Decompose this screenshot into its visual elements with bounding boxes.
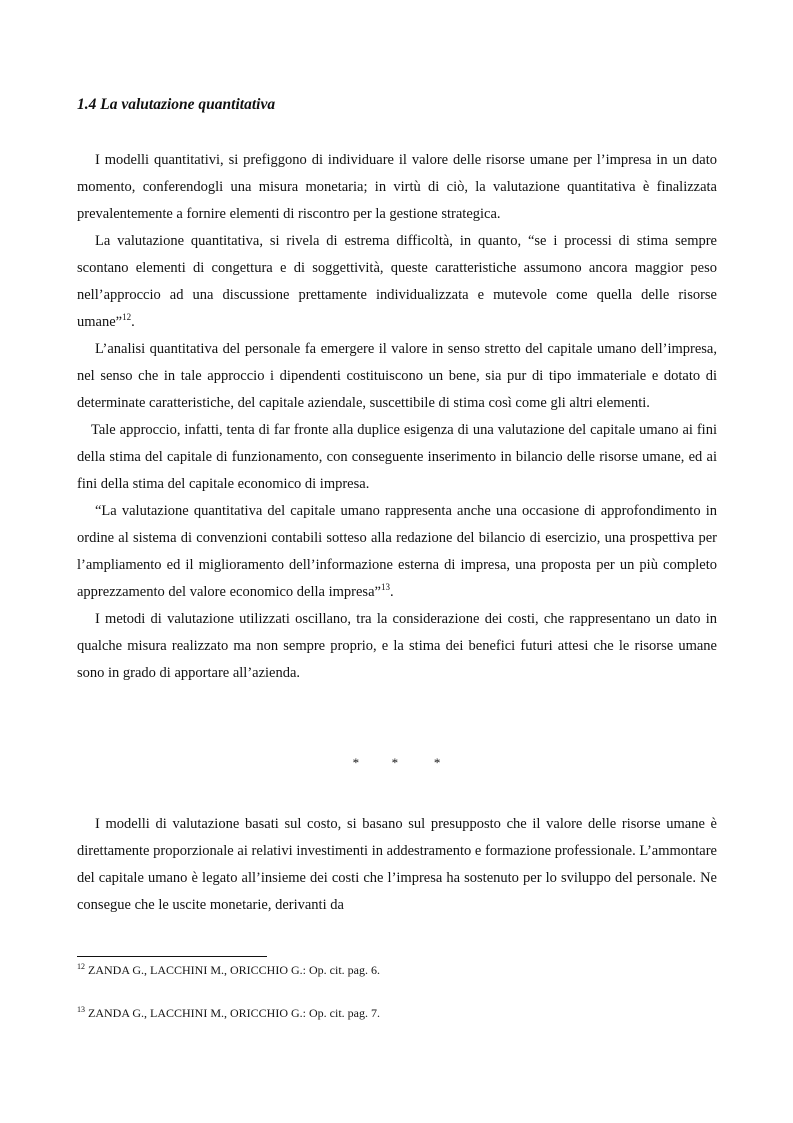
footnote-divider: [77, 956, 267, 957]
footnote-12-number: 12: [77, 962, 85, 971]
footnote-ref-12[interactable]: 12: [122, 312, 132, 322]
footnote-13: [77, 1006, 380, 1021]
section-separator: * * *: [352, 755, 441, 770]
paragraph-5-tail: .: [389, 584, 394, 600]
paragraph-2-text: La valutazione quantitativa, si rivela di estrema difficoltà, in quanto, “se i processi di stima sempre scontano elementi di congettura e di soggettività, queste caratteristiche assumono ancora maggior peso nell’approccio ad una discussione prettamente individualizzata e mutevole come quella delle risorse umane”: [77, 233, 717, 330]
paragraph-5-text: “La valutazione quantitativa del capitale umano rappresenta anche una occasione di approfondimento in ordine al sistema di convenzioni contabili sotteso alla redazione del bilancio di esercizio, una prospettiva per l’ampliamento ed il miglioramento dell’informazione esterna di impresa, una proposta per un più completo apprezzamento del valore economico della impresa”: [77, 503, 717, 600]
paragraph-1-text: I modelli quantitativi, si prefiggono di individuare il valore delle risorse umane per l’impresa in un dato momento, conferendogli una misura monetaria; in virtù di ciò, la valutazione quantitativa è finalizzata prevalentemente a fornire elementi di riscontro per la gestione strategica.: [77, 152, 717, 222]
paragraph-3: [77, 336, 717, 417]
paragraph-1: [77, 147, 717, 228]
footnote-13-number: 13: [77, 1005, 85, 1014]
paragraph-5: [77, 498, 717, 606]
footnote-12: [77, 963, 380, 978]
body-text: [77, 147, 717, 687]
footnote-13-text: ZANDA G., LACCHINI M., ORICCHIO G.: Op. cit. pag. 7.: [85, 1006, 380, 1020]
footnote-ref-13[interactable]: 13: [380, 582, 390, 592]
paragraph-4: [77, 417, 717, 498]
paragraph-4-text: Tale approccio, infatti, tenta di far fronte alla duplice esigenza di una valutazione del capitale umano ai fini della stima del capitale di funzionamento, con conseguente inserimento in bilancio delle risorse umane, ed ai fini della stima del capitale economico di impresa.: [77, 422, 717, 492]
section-heading: 1.4 La valutazione quantitativa: [77, 96, 276, 113]
paragraph-3-text: L’analisi quantitativa del personale fa emergere il valore in senso stretto del capitale umano dell’impresa, nel senso che in tale approccio i dipendenti costituiscono un bene, sia pur di tipo immateriale e dotato di determinate caratteristiche, del capitale aziendale, suscettibile di stima così come gli altri elementi.: [77, 341, 717, 411]
paragraph-7: I modelli di valutazione basati sul costo, si basano sul presupposto che il valore delle risorse umane è direttamente proporzionale ai relativi investimenti in addestramento e formazione professionale. L’ammontare del capitale umano è legato all’insieme dei costi che l’impresa ha sostenuto per lo sviluppo del personale. Ne consegue che le uscite monetarie, derivanti da: [77, 816, 717, 913]
paragraph-6: [77, 606, 717, 687]
paragraph-2-tail: .: [131, 314, 135, 330]
paragraph-6-text: I metodi di valutazione utilizzati oscillano, tra la considerazione dei costi, che rappresentano un dato in qualche misura realizzato ma non sempre proprio, e la stima dei benefici futuri attesi che le risorse umane sono in grado di apportare all’azienda.: [77, 611, 717, 681]
footnote-12-text: ZANDA G., LACCHINI M., ORICCHIO G.: Op. cit. pag. 6.: [85, 963, 380, 977]
body-text-continued: [77, 811, 717, 919]
paragraph-2: [77, 228, 717, 336]
